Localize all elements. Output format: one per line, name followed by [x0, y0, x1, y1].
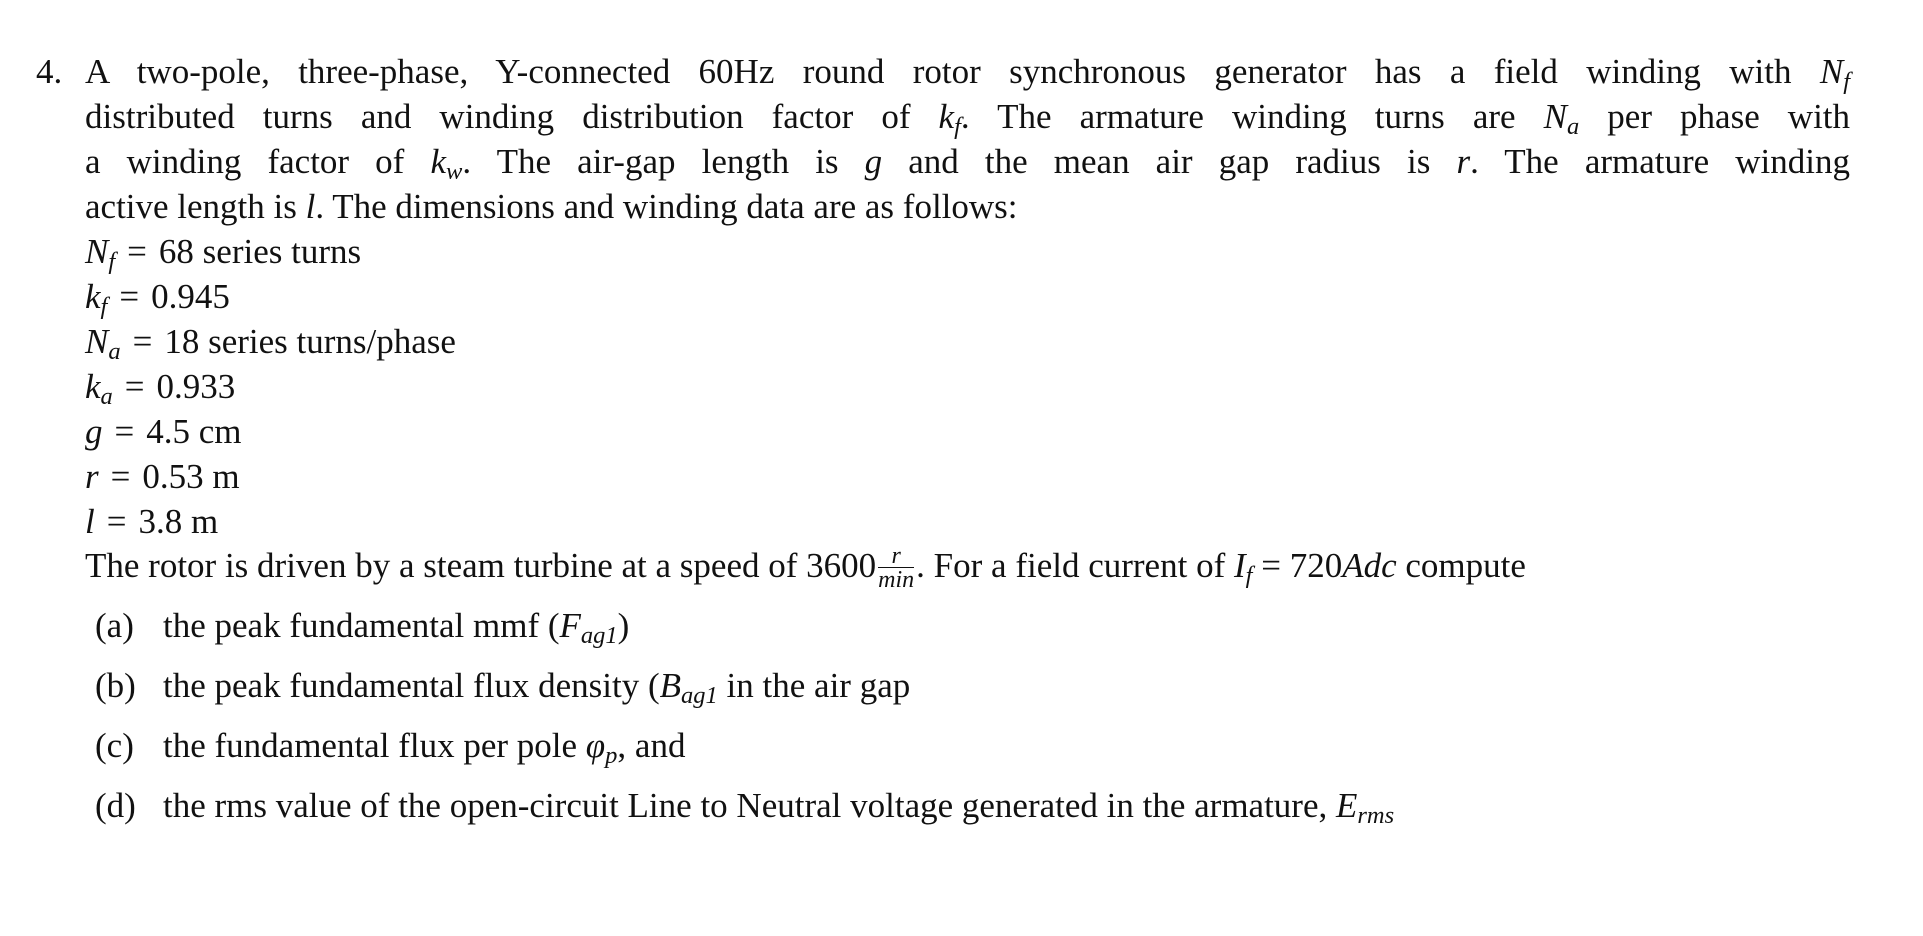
symbol-l: l — [305, 187, 316, 226]
data-row-ka: $k_a = 0.933$ — [85, 367, 236, 411]
part-label: (b) — [95, 666, 136, 705]
data-row-kf: $k_f = 0.945$ — [85, 277, 230, 321]
part-label: (d) — [95, 786, 136, 825]
question-parts — [95, 603, 1394, 843]
speed-fraction: $\frac{r}{\min}$ — [878, 543, 915, 594]
intro-text-2: distributed turns and winding distribution factor of — [85, 97, 911, 136]
part-a: (a) the peak fundamental mmf $(F_{ag1})$ — [95, 603, 1394, 663]
intro-text-6: The air-gap length is — [496, 142, 839, 181]
symbol-kf: $k_f$ — [938, 97, 961, 141]
symbol-r: r — [1456, 142, 1471, 181]
data-row-l: l = 3.8 m — [85, 502, 219, 541]
part-b: (b) the peak fundamental flux density ($B_{ag1}$ in the air gap — [95, 663, 1394, 723]
field-current-unit: Adc — [1342, 546, 1397, 585]
intro-text-9: active length is — [85, 187, 297, 226]
part-label: (c) — [95, 726, 134, 765]
data-value: 4.5 cm — [146, 412, 242, 451]
intro-line-3: a winding factor of $k_w$. The air-gap length is g and the mean air gap radius is r. The armature winding — [85, 142, 1851, 186]
data-row-r: r = 0.53 m — [85, 457, 240, 496]
problem-number: 4. — [36, 52, 63, 91]
symbol-na: $N_a$ — [1543, 97, 1580, 141]
data-value: 0.945 — [151, 277, 230, 316]
part-d: (d) the rms value of the open-circuit Line to Neutral voltage generated in the armature, $E_{rms}$ — [95, 783, 1394, 843]
problem-intro — [85, 49, 1850, 229]
data-row-nf: $N_f = 68$ series turns — [85, 232, 362, 276]
data-value: 3.8 m — [138, 502, 219, 541]
part-label: (a) — [95, 606, 134, 645]
data-value: 0.53 m — [142, 457, 240, 496]
drive-statement: The rotor is driven by a steam turbine at a speed of 3600 $\frac{r}{\min}$ . For a field current of $I_f = 720Adc$ compute — [85, 543, 1526, 594]
data-row-g: g = 4.5 cm — [85, 412, 242, 451]
intro-text-4: per phase with — [1607, 97, 1851, 136]
field-current-value: 720 — [1289, 546, 1343, 585]
symbol-if: $I_f$ — [1233, 546, 1253, 590]
intro-line-1 — [85, 49, 1850, 94]
intro-text-1: A two-pole, three-phase, Y-connected 60Hz round rotor synchronous generator has a field winding with — [85, 52, 1792, 91]
symbol-g: g — [864, 142, 883, 181]
data-value: 0.933 — [156, 367, 236, 406]
intro-text-8: The armature winding — [1504, 142, 1851, 181]
part-c: (c) the fundamental flux per pole $\varphi_p$, and — [95, 723, 1394, 783]
data-value: 68 series turns — [158, 232, 362, 271]
intro-line-2: distributed turns and winding distribution factor of $k_f$. The armature winding turns are $N_a$ per phase with — [85, 97, 1851, 141]
intro-text-7: and the mean air gap radius is — [908, 142, 1431, 181]
intro-text-3: The armature winding turns are — [997, 97, 1516, 136]
data-row-na: $N_a = 18$ series turns/phase — [85, 322, 456, 366]
symbol-kw: $k_w$ — [430, 142, 463, 186]
winding-data-list — [85, 229, 456, 544]
intro-text-5: a winding factor of — [85, 142, 405, 181]
intro-text-10: The dimensions and winding data are as follows: — [332, 187, 1018, 226]
data-value: 18 series turns/phase — [164, 322, 456, 361]
symbol-nf: $N_f$ — [1819, 52, 1850, 96]
intro-line-4: active length is l. The dimensions and winding data are as follows: — [85, 187, 1018, 226]
